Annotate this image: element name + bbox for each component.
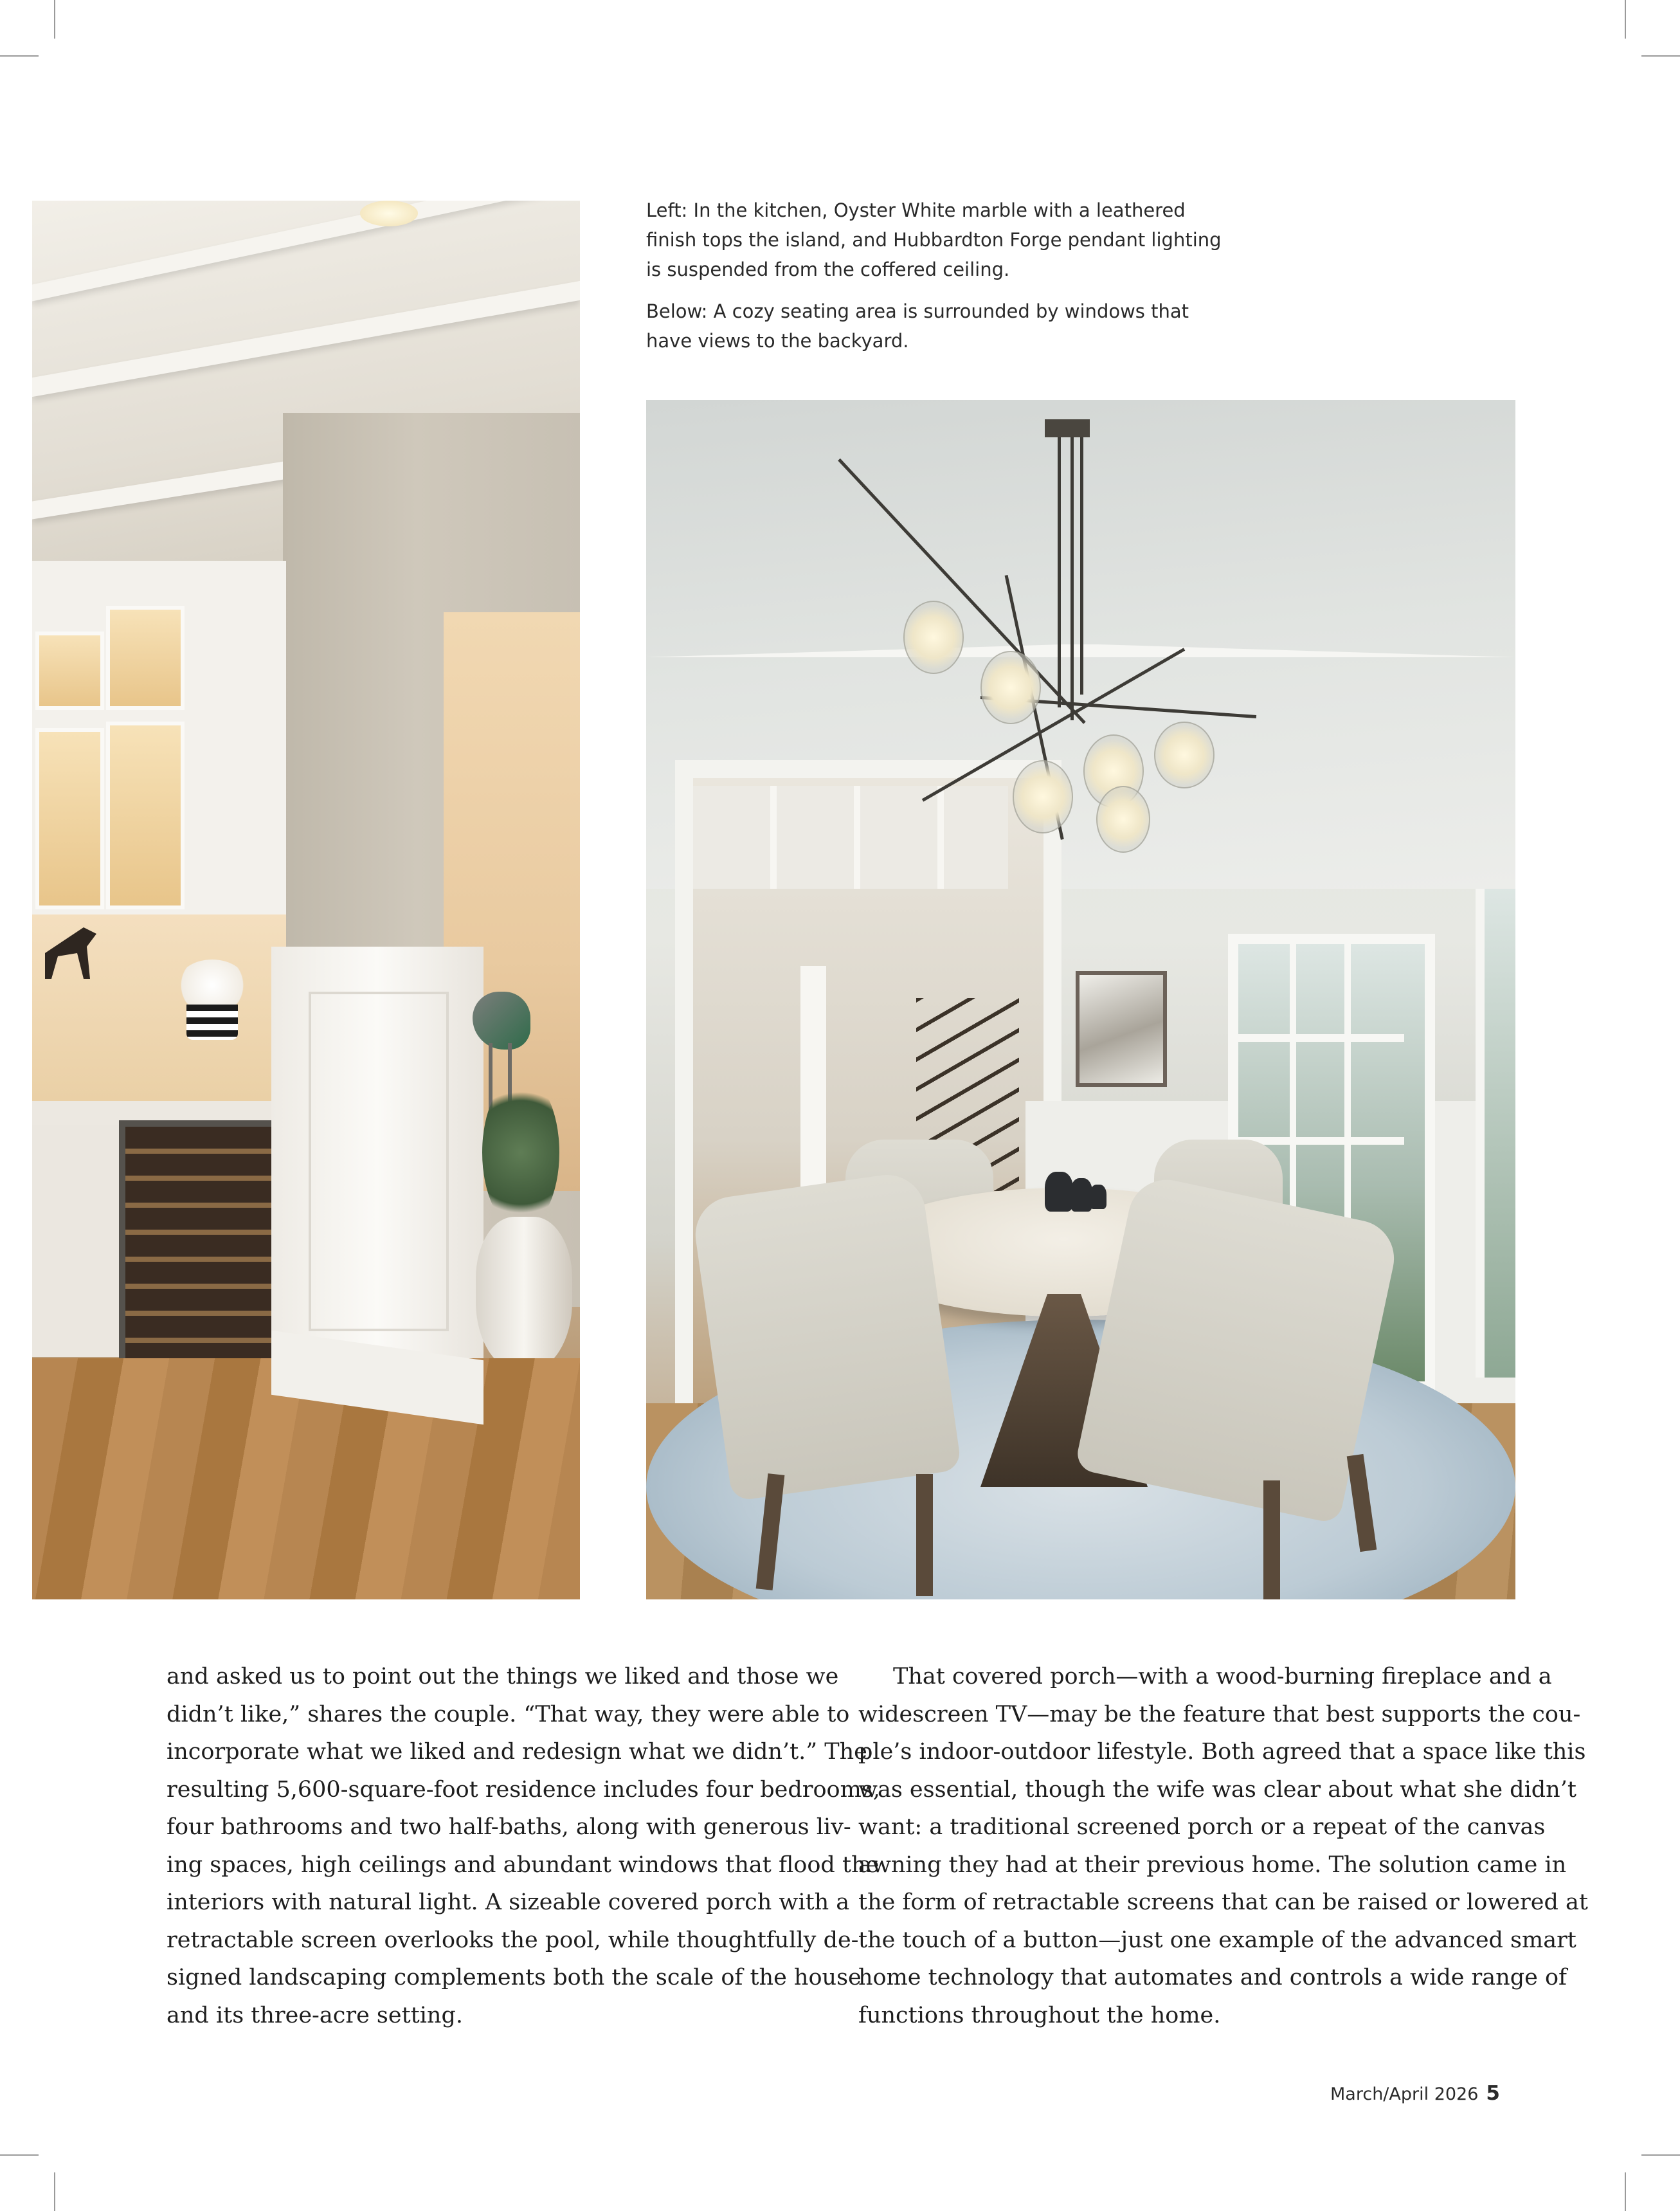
text-line: resulting 5,600-square-foot residence includes four bedrooms,: [167, 1776, 880, 1803]
glass-pendant-bulb: [903, 601, 964, 674]
column-panel: [309, 992, 449, 1331]
cabinet-glass-pane: [106, 606, 185, 710]
black-vase: [1070, 1178, 1092, 1212]
text-line: signed landscaping complements both the scale of the house: [167, 1965, 862, 1990]
striped-vase: [186, 1005, 238, 1040]
chandelier-stem: [1070, 437, 1074, 720]
text-line: retractable screen overlooks the pool, while thoughtfully de-: [167, 1927, 859, 1953]
dining-photo: [646, 400, 1515, 1599]
text-line: home technology that automates and controls a wide range of: [858, 1965, 1567, 1990]
caption-left: [646, 196, 1225, 284]
caption-line: have views to the backyard.: [646, 330, 909, 352]
wine-refrigerator: [119, 1120, 293, 1384]
page-footer: [1330, 2082, 1500, 2105]
caption-line: Left: In the kitchen, Oyster White marble with a leathered: [646, 199, 1186, 221]
glass-pendant-bulb: [1013, 760, 1073, 833]
text-line: was essential, though the wife was clear about what she didn’t: [858, 1776, 1576, 1803]
cabinet-glass-pane: [35, 632, 104, 710]
cabinet-glass-pane: [35, 728, 104, 909]
article-column-right: [858, 1658, 1588, 2034]
glass-pendant-bulb: [1154, 722, 1215, 788]
chair-leg: [916, 1474, 933, 1596]
text-line: functions throughout the home.: [858, 2002, 1221, 2028]
text-line: interiors with natural light. A sizeable covered porch with a: [167, 1889, 850, 1915]
text-line: the form of retractable screens that can be raised or lowered at: [858, 1889, 1588, 1915]
glass-pendant-bulb: [980, 651, 1041, 724]
window-sash: [1238, 1137, 1404, 1145]
caption-line: Below: A cozy seating area is surrounded by windows that: [646, 300, 1189, 322]
crop-mark-top-right: [1625, 0, 1626, 39]
white-floor-vase: [476, 1217, 572, 1371]
text-line: ple’s indoor-outdoor lifestyle. Both agreed that a space like this: [858, 1739, 1586, 1765]
caption-below: [646, 296, 1225, 356]
text-line: ing spaces, high ceilings and abundant windows that flood the: [167, 1852, 880, 1878]
text-line: and its three-acre setting.: [167, 2002, 463, 2028]
page-number: 5: [1486, 2082, 1500, 2105]
crop-mark-top-left: [54, 0, 55, 39]
window-muntin: [1238, 1034, 1404, 1042]
side-window: [1476, 889, 1515, 1378]
base-cabinet: [32, 1125, 122, 1357]
crop-mark-bottom-right-h: [1641, 2154, 1680, 2156]
text-line: awning they had at their previous home. The solution came in: [858, 1852, 1567, 1878]
flower-arrangement: [177, 960, 248, 1011]
text-line: widescreen TV—may be the feature that best supports the cou-: [858, 1701, 1581, 1727]
chandelier-stem: [1080, 437, 1083, 695]
text-line: want: a traditional screened porch or a repeat of the canvas: [858, 1814, 1546, 1840]
black-vase: [1045, 1172, 1073, 1212]
crop-mark-top-right-h: [1641, 55, 1680, 57]
crop-mark-bottom-left: [54, 2172, 55, 2211]
black-vase: [1090, 1185, 1106, 1209]
chandelier-canopy: [1045, 419, 1090, 437]
text-line: the touch of a button—just one example of the advanced smart: [858, 1927, 1576, 1953]
text-line: didn’t like,” shares the couple. “That way, they were able to: [167, 1701, 850, 1727]
potted-plant: [482, 1075, 559, 1230]
recessed-light: [360, 201, 418, 226]
kitchen-photo: [32, 201, 580, 1599]
text-line: That covered porch—with a wood-burning fireplace and a: [893, 1664, 1552, 1689]
chair-leg: [1263, 1480, 1280, 1599]
caption-line: finish tops the island, and Hubbardton Forge pendant lighting: [646, 229, 1222, 251]
article-column-left: [167, 1658, 880, 2034]
framed-artwork: [1076, 971, 1167, 1087]
crop-mark-bottom-left-h: [0, 2154, 39, 2156]
far-coffered-ceiling: [693, 786, 1008, 889]
crop-mark-bottom-right: [1625, 2172, 1626, 2211]
dining-chair-front-left: [691, 1170, 962, 1502]
glass-pendant-bulb: [1096, 786, 1150, 853]
cabinet-glass-pane: [106, 722, 185, 909]
crop-mark-top-left-h: [0, 55, 39, 57]
text-line: incorporate what we liked and redesign what we didn’t.” The: [167, 1739, 867, 1765]
text-line: and asked us to point out the things we liked and those we: [167, 1664, 839, 1689]
caption-line: is suspended from the coffered ceiling.: [646, 259, 1010, 280]
chandelier-stem: [1058, 437, 1061, 707]
text-line: four bathrooms and two half-baths, along with generous liv-: [167, 1814, 851, 1840]
issue-date: March/April 2026: [1330, 2084, 1479, 2104]
